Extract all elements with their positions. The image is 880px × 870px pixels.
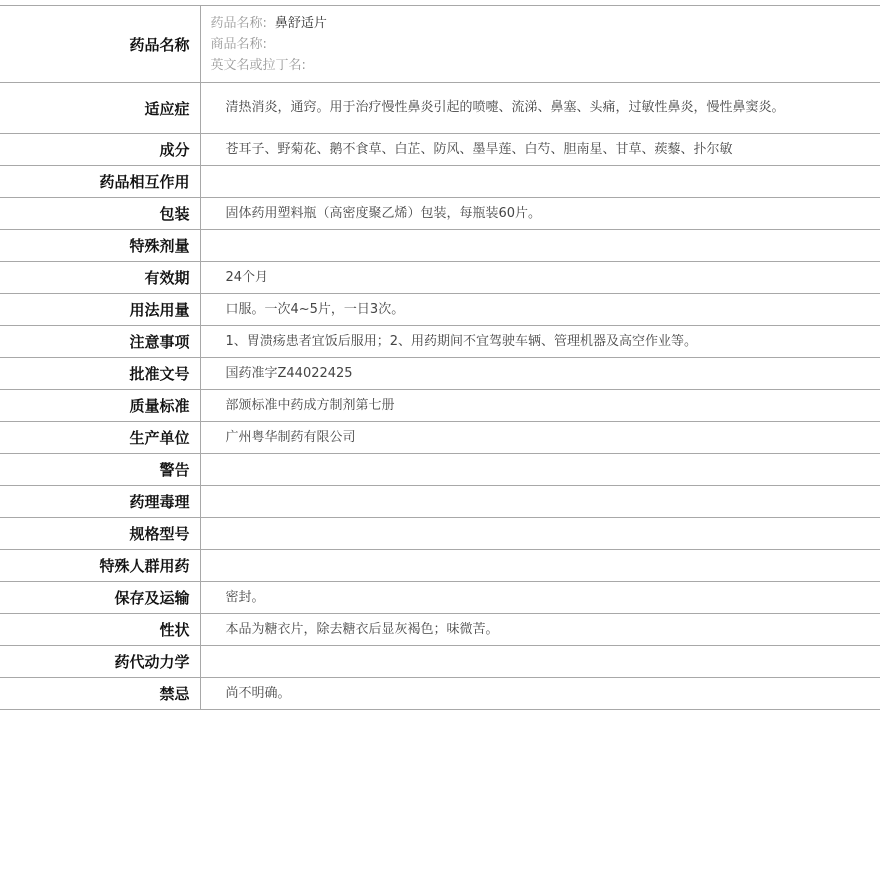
row-value: 固体药用塑料瓶（高密度聚乙烯）包装，每瓶装60片。 — [200, 198, 880, 230]
table-row — [0, 294, 880, 326]
row-value — [200, 550, 880, 582]
row-value: 部颁标准中药成方制剂第七册 — [200, 390, 880, 422]
trade-name-line — [211, 34, 791, 55]
table-row — [0, 230, 880, 262]
row-label: 规格型号 — [0, 518, 200, 550]
table-row — [0, 166, 880, 198]
drug-name-value: 鼻舒适片 — [274, 15, 327, 31]
row-label: 注意事项 — [0, 326, 200, 358]
drug-info-table-wrapper — [0, 5, 880, 710]
row-label: 包装 — [0, 198, 200, 230]
row-label: 有效期 — [0, 262, 200, 294]
table-row-drug-name — [0, 6, 880, 83]
table-row — [0, 678, 880, 710]
table-row — [0, 454, 880, 486]
row-label: 特殊人群用药 — [0, 550, 200, 582]
row-value — [200, 230, 880, 262]
row-label: 批准文号 — [0, 358, 200, 390]
row-value: 清热消炎，通窍。用于治疗慢性鼻炎引起的喷嚏、流涕、鼻塞、头痛，过敏性鼻炎，慢性鼻窦炎。 — [200, 83, 880, 134]
row-label: 禁忌 — [0, 678, 200, 710]
table-row — [0, 262, 880, 294]
row-value: 密封。 — [200, 582, 880, 614]
row-value — [200, 518, 880, 550]
row-value — [200, 454, 880, 486]
row-value — [200, 166, 880, 198]
table-row — [0, 646, 880, 678]
row-label: 警告 — [0, 454, 200, 486]
row-label: 特殊剂量 — [0, 230, 200, 262]
table-row — [0, 358, 880, 390]
row-value: 广州粤华制药有限公司 — [200, 422, 880, 454]
table-row — [0, 83, 880, 134]
drug-name-block — [200, 6, 880, 83]
row-value: 1、胃溃疡患者宜饭后服用；2、用药期间不宜驾驶车辆、管理机器及高空作业等。 — [200, 326, 880, 358]
row-value: 尚不明确。 — [200, 678, 880, 710]
row-label-drug-name: 药品名称 — [0, 6, 200, 83]
row-label: 用法用量 — [0, 294, 200, 326]
drug-info-table — [0, 5, 880, 710]
table-row — [0, 518, 880, 550]
row-label: 生产单位 — [0, 422, 200, 454]
row-label: 药理毒理 — [0, 486, 200, 518]
english-name-key: 英文名或拉丁名: — [210, 57, 306, 73]
table-row — [0, 390, 880, 422]
row-label: 质量标准 — [0, 390, 200, 422]
drug-name-line — [211, 13, 791, 34]
english-name-line — [211, 55, 791, 76]
table-row — [0, 550, 880, 582]
row-label: 药品相互作用 — [0, 166, 200, 198]
row-value: 本品为糖衣片，除去糖衣后显灰褐色；味微苦。 — [200, 614, 880, 646]
row-value: 苍耳子、野菊花、鹅不食草、白芷、防风、墨旱莲、白芍、胆南星、甘草、蒺藜、扑尔敏 — [200, 134, 880, 166]
table-row — [0, 582, 880, 614]
row-label: 性状 — [0, 614, 200, 646]
row-value — [200, 486, 880, 518]
row-value: 国药准字Z44022425 — [200, 358, 880, 390]
row-label: 药代动力学 — [0, 646, 200, 678]
table-row — [0, 198, 880, 230]
table-row — [0, 614, 880, 646]
drug-name-key: 药品名称: — [210, 15, 267, 31]
table-row — [0, 422, 880, 454]
row-value: 口服。一次4~5片，一日3次。 — [200, 294, 880, 326]
row-label: 适应症 — [0, 83, 200, 134]
row-value: 24个月 — [200, 262, 880, 294]
row-label: 成分 — [0, 134, 200, 166]
table-row — [0, 134, 880, 166]
table-row — [0, 326, 880, 358]
row-value — [200, 646, 880, 678]
table-row — [0, 486, 880, 518]
row-label: 保存及运输 — [0, 582, 200, 614]
trade-name-key: 商品名称: — [210, 36, 267, 52]
